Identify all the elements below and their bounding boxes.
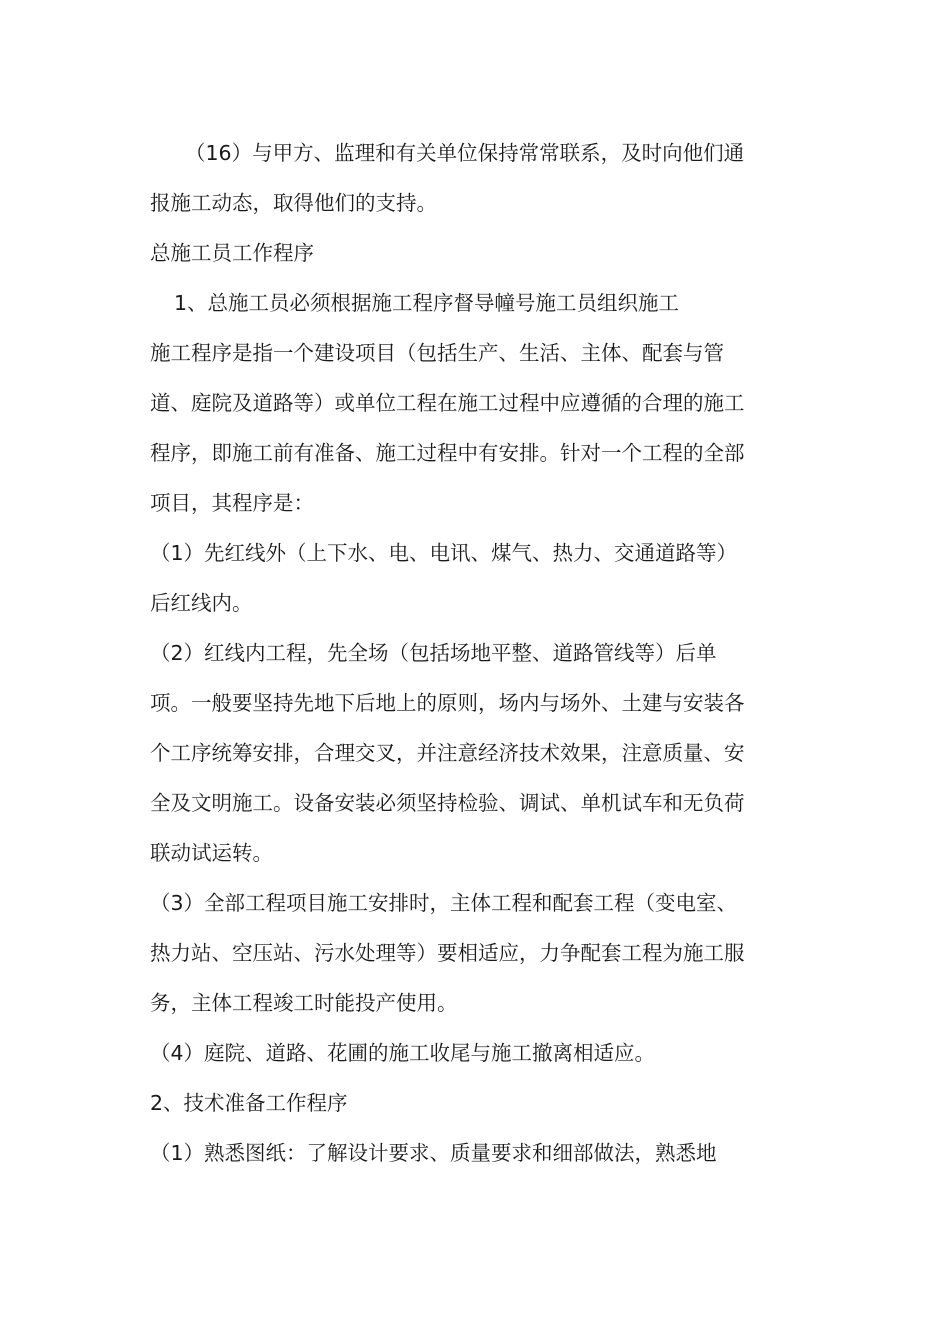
paragraph-line: 项目，其程序是： bbox=[150, 491, 314, 515]
paragraph-line: 施工程序是指一个建设项目（包括生产、生活、主体、配套与管 bbox=[150, 341, 724, 365]
list-item-line: （2）红线内工程，先全场（包括场地平整、道路管线等）后单 bbox=[150, 641, 717, 665]
section-heading: 2、技术准备工作程序 bbox=[150, 1091, 348, 1115]
paragraph-line: 务，主体工程竣工时能投产使用。 bbox=[150, 991, 458, 1015]
section-heading: 总施工员工作程序 bbox=[150, 241, 314, 265]
paragraph-line: 后红线内。 bbox=[150, 591, 253, 615]
list-item-line: （3）全部工程项目施工安排时，主体工程和配套工程（变电室、 bbox=[150, 891, 738, 915]
paragraph-line: 项。一般要坚持先地下后地上的原则，场内与场外、土建与安装各 bbox=[150, 691, 745, 715]
paragraph-line: 全及文明施工。设备安装必须坚持检验、调试、单机试车和无负荷 bbox=[150, 791, 745, 815]
paragraph-line: 程序，即施工前有准备、施工过程中有安排。针对一个工程的全部 bbox=[150, 441, 745, 465]
paragraph-line: 个工序统筹安排，合理交叉，并注意经济技术效果，注意质量、安 bbox=[150, 741, 745, 765]
list-item-line: （1）先红线外（上下水、电、电讯、煤气、热力、交通道路等） bbox=[150, 541, 738, 565]
paragraph-line: 热力站、空压站、污水处理等）要相适应，力争配套工程为施工服 bbox=[150, 941, 745, 965]
subsection-heading: 1、总施工员必须根据施工程序督导幢号施工员组织施工 bbox=[174, 291, 680, 315]
document-body bbox=[150, 128, 810, 1178]
paragraph-line: 道、庭院及道路等）或单位工程在施工过程中应遵循的合理的施工 bbox=[150, 391, 745, 415]
list-item-line: （1）熟悉图纸：了解设计要求、质量要求和细部做法，熟悉地 bbox=[150, 1141, 717, 1165]
paragraph-line: 联动试运转。 bbox=[150, 841, 273, 865]
paragraph-line: 报施工动态，取得他们的支持。 bbox=[150, 191, 437, 215]
list-item-line: （4）庭院、道路、花圃的施工收尾与施工撤离相适应。 bbox=[150, 1041, 656, 1065]
paragraph-line: （16）与甲方、监理和有关单位保持常常联系，及时向他们通 bbox=[185, 141, 745, 165]
